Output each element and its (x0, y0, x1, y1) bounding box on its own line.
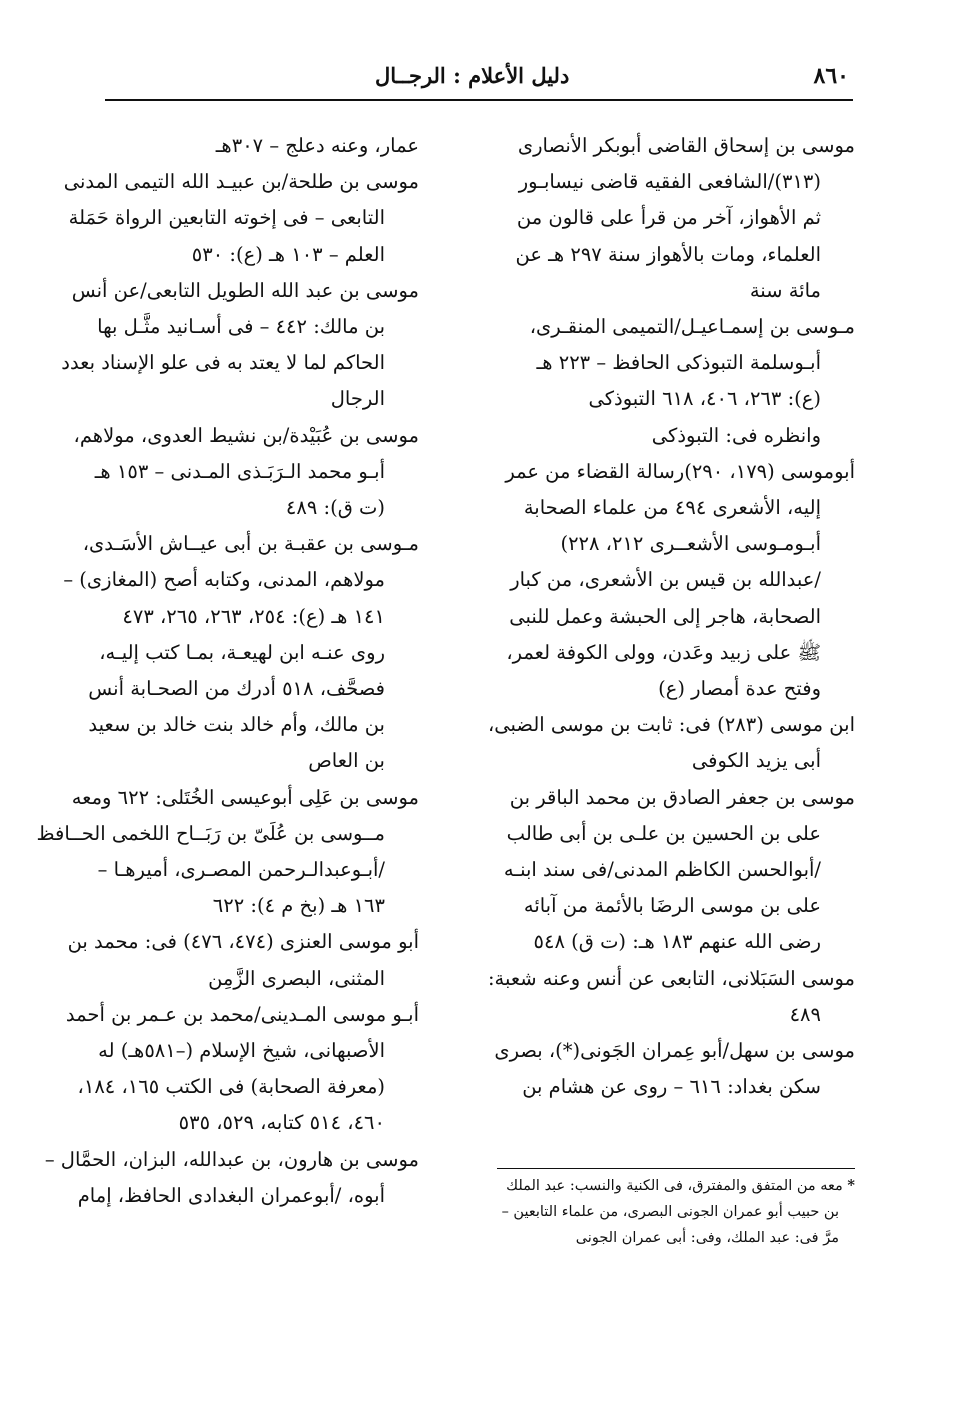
page-number: ٨٦٠ (813, 63, 849, 89)
entry-heading-line: موسى بن عبد الله الطويل التابعى/عن أنس (71, 278, 419, 302)
entry-continuation-line: على بن الحسين بن علـى بن أبى طالب (506, 821, 821, 845)
index-entry (65, 997, 419, 1142)
entry-continuation-line: وفتح عدة أمصار (ع) (658, 677, 821, 701)
footnote-line (497, 1199, 855, 1225)
entry-continuation-line: العلماء، ومات بالأهواز سنة ٢٩٧ هـ عن (515, 242, 821, 266)
entry-continuation-line: (٣١٣)/الشافعى الفقيه قاضى نيسابـور (518, 170, 821, 194)
footnote-text: معه من المتفق والمفترق، فى الكنية والنسب: عبد الملك (506, 1178, 843, 1194)
index-entry (44, 1142, 419, 1214)
entry-heading-line: موسى بن هارون، بن عبدالله، البزان، الحمَّال – (44, 1147, 419, 1171)
entry-continuation-line: فصحَّف، ٥١٨ أدرك من الصحـابة أنس (88, 677, 385, 701)
index-entry (63, 164, 419, 273)
entry-continuation-line: التابعى – فى إخوته التابعين الرواة حَمَلة (68, 206, 385, 230)
entry-heading-line: مـوسى بن إسمـاعيـل/التميمى المنقـرى، (529, 315, 855, 339)
entry-heading-line: ابن موسى (٢٨٣) فى: ثابت بن موسى الضبى، (487, 713, 855, 737)
entry-continuation-line: الرجال (330, 387, 385, 411)
footnote (497, 1168, 855, 1251)
entry-continuation-line: المثنى، البصرى الزَّمِن (208, 966, 385, 990)
entry-heading-line: أبوموسى (١٧٩، ٢٩٠)رسالة القضاء من عمر (505, 459, 855, 483)
index-entry (79, 128, 419, 164)
entry-continuation-line: (ت ق): ٤٨٩ (285, 496, 385, 520)
entry-continuation-line: (ع): ٢٦٣، ٤٠٦، ٦١٨ التبوذكى (588, 387, 821, 411)
entry-continuation-line: العلم – ١٠٣ هـ (ع): ٥٣٠ (191, 242, 385, 266)
left-column (36, 128, 419, 1214)
entry-continuation-line: ١٦٣ هـ (بخ م ٤): ٦٢٢ (212, 894, 385, 918)
entry-continuation-line: رضى الله عنهم ١٨٣ هـ: (ت ق) ٥٤٨ (533, 930, 821, 954)
index-entry (487, 961, 855, 1033)
entry-continuation-line: روى عنـه ابن لهيعـة، بمـا كتب إليـه، (99, 640, 385, 664)
index-entry (497, 780, 855, 961)
entry-heading-line: مـوسى بن عقبـة بن أبى عيــاش الأسَـدى، (82, 532, 419, 556)
entry-continuation-line: مولاهم، المدنى، وكتابه أصح (المغازى) – (63, 568, 385, 592)
entry-heading-line: موسى بن عُبَيْدة/بن نشيط العدوى، مولاهم، (73, 423, 419, 447)
footnote-text: بن حبيب أبو عمران الجونى البصرى، من علماء التابعين – (501, 1204, 839, 1220)
entry-continuation-line: ٤٨٩ (789, 1002, 821, 1026)
entry-heading-line: أبـو موسى المـدينى/محمد بن عـمر بن أحمد (65, 1002, 419, 1026)
entry-heading-line: موسى السَبَلانى، التابعى عن أنس وعنه شعبة: (487, 966, 855, 990)
index-entry (497, 309, 855, 454)
index-entry (494, 1033, 855, 1105)
entry-continuation-line: الأصبهانى، شيخ الإسلام (–٥٨١هـ) له (98, 1039, 385, 1063)
entry-heading-line: موسى بن سهل/أبو عِمران الجَونى(*)، بصرى (494, 1039, 855, 1063)
entry-continuation-line: /أبـوعبدالـرحمن المصـرى، أميرهـا – (97, 858, 385, 882)
footnote-marker: * (847, 1177, 855, 1194)
entry-heading-line: موسى بن طلحة/بن عبيـد الله التيمى المدنى (63, 170, 419, 194)
entry-continuation-line: بن مالك، وأم خالد بنت خالد بن سعيد (88, 713, 385, 737)
entry-continuation-line: بن مالك: ٤٤٢ – فى أسـانيد مثَّـل بها (97, 315, 385, 339)
entry-continuation-line: سكن بغداد: ٦١٦ – روى عن هشام بن (522, 1075, 821, 1099)
index-entry (61, 273, 419, 418)
entry-continuation-line: الصحابة، هاجر إلى الحبشة وعمل للنبى (509, 604, 821, 628)
index-entry (487, 707, 855, 779)
entry-heading-line: موسى بن عَلِى أبوعيسى الخُتَلى: ٦٢٢ ومعه (71, 785, 419, 809)
entry-continuation-line: على بن موسى الرضَا بالأئمة من آبائه (523, 894, 821, 918)
footnote-line (497, 1225, 855, 1251)
right-column (487, 128, 855, 1105)
entry-continuation-line: ﷺ على زبيد وعَدن، وولى الكوفة لعمر، (506, 640, 821, 664)
entry-continuation-line: وانظره فى: التبوذكى (651, 423, 821, 447)
entry-continuation-line: مائة سنة (749, 278, 821, 302)
entry-heading-line: عمار، وعنه دعلج – ٣٠٧هـ (215, 134, 419, 157)
entry-continuation-line: أبـو محمد الـرَبَـذى المـدنى – ١٥٣ هـ (94, 459, 385, 483)
entry-continuation-line: مــوسى بن عُلَىّ بن رَبَــاح اللخمى الحــافظ (36, 821, 385, 845)
entry-continuation-line: إليه، الأشعرى ٤٩٤ من علماء الصحابة (523, 496, 821, 520)
entry-heading-line: موسى بن إسحاق القاضى أبوبكر الأنصارى (517, 134, 855, 157)
footnote-text: مرَّ فى: عبد الملك، وفى: أبى عمران الجونى (575, 1230, 839, 1246)
entry-heading-line: موسى بن جعفر الصادق بن محمد الباقر بن (509, 785, 855, 809)
entry-continuation-line: أبوه، /أبوعمران البغدادى الحافظ، إمام (77, 1183, 385, 1207)
index-entry (73, 418, 419, 527)
entry-continuation-line: ٤٦٠، ٥١٤ كتابه، ٥٢٩، ٥٣٥ (178, 1111, 385, 1135)
entry-continuation-line: (معرفة الصحابة) فى الكتب ١٦٥، ١٨٤، (77, 1075, 385, 1099)
entry-continuation-line: أبى يزيد الكوفى (691, 749, 821, 773)
entry-continuation-line: /عبدالله بن قيس بن الأشعرى، من كبار (510, 568, 821, 592)
entry-continuation-line: بن العاص (308, 749, 385, 773)
running-title: دليل الأعلام : الرجــال (375, 63, 570, 88)
index-entry (497, 128, 855, 309)
index-entry (497, 454, 855, 707)
entry-continuation-line: أبـوسلمة التبوذكى الحافظ – ٢٢٣ هـ (536, 351, 821, 375)
entry-continuation-line: أبـومـوسى الأشعــرى ٢١٢، ٢٢٨) (560, 532, 821, 556)
entry-continuation-line: /أبوالحسن الكاظم المدنى/فى سند ابنـه (503, 858, 821, 882)
page-header (105, 55, 853, 101)
entry-heading-line: أبو موسى العنزى (٤٧٤، ٤٧٦) فى: محمد بن (67, 930, 419, 954)
index-entry (63, 526, 419, 779)
footnote-line (497, 1173, 855, 1199)
index-entry (67, 924, 419, 996)
entry-continuation-line: الحاكم لما لا يعتد به فى علو الإسناد بعدد (61, 351, 385, 375)
entry-continuation-line: ثم الأهواز، آخر من قرأ على قالون من (516, 206, 821, 230)
index-entry (36, 780, 419, 925)
entry-continuation-line: ١٤١ هـ (ع): ٢٥٤، ٢٦٣، ٢٦٥، ٤٧٣ (122, 604, 385, 628)
